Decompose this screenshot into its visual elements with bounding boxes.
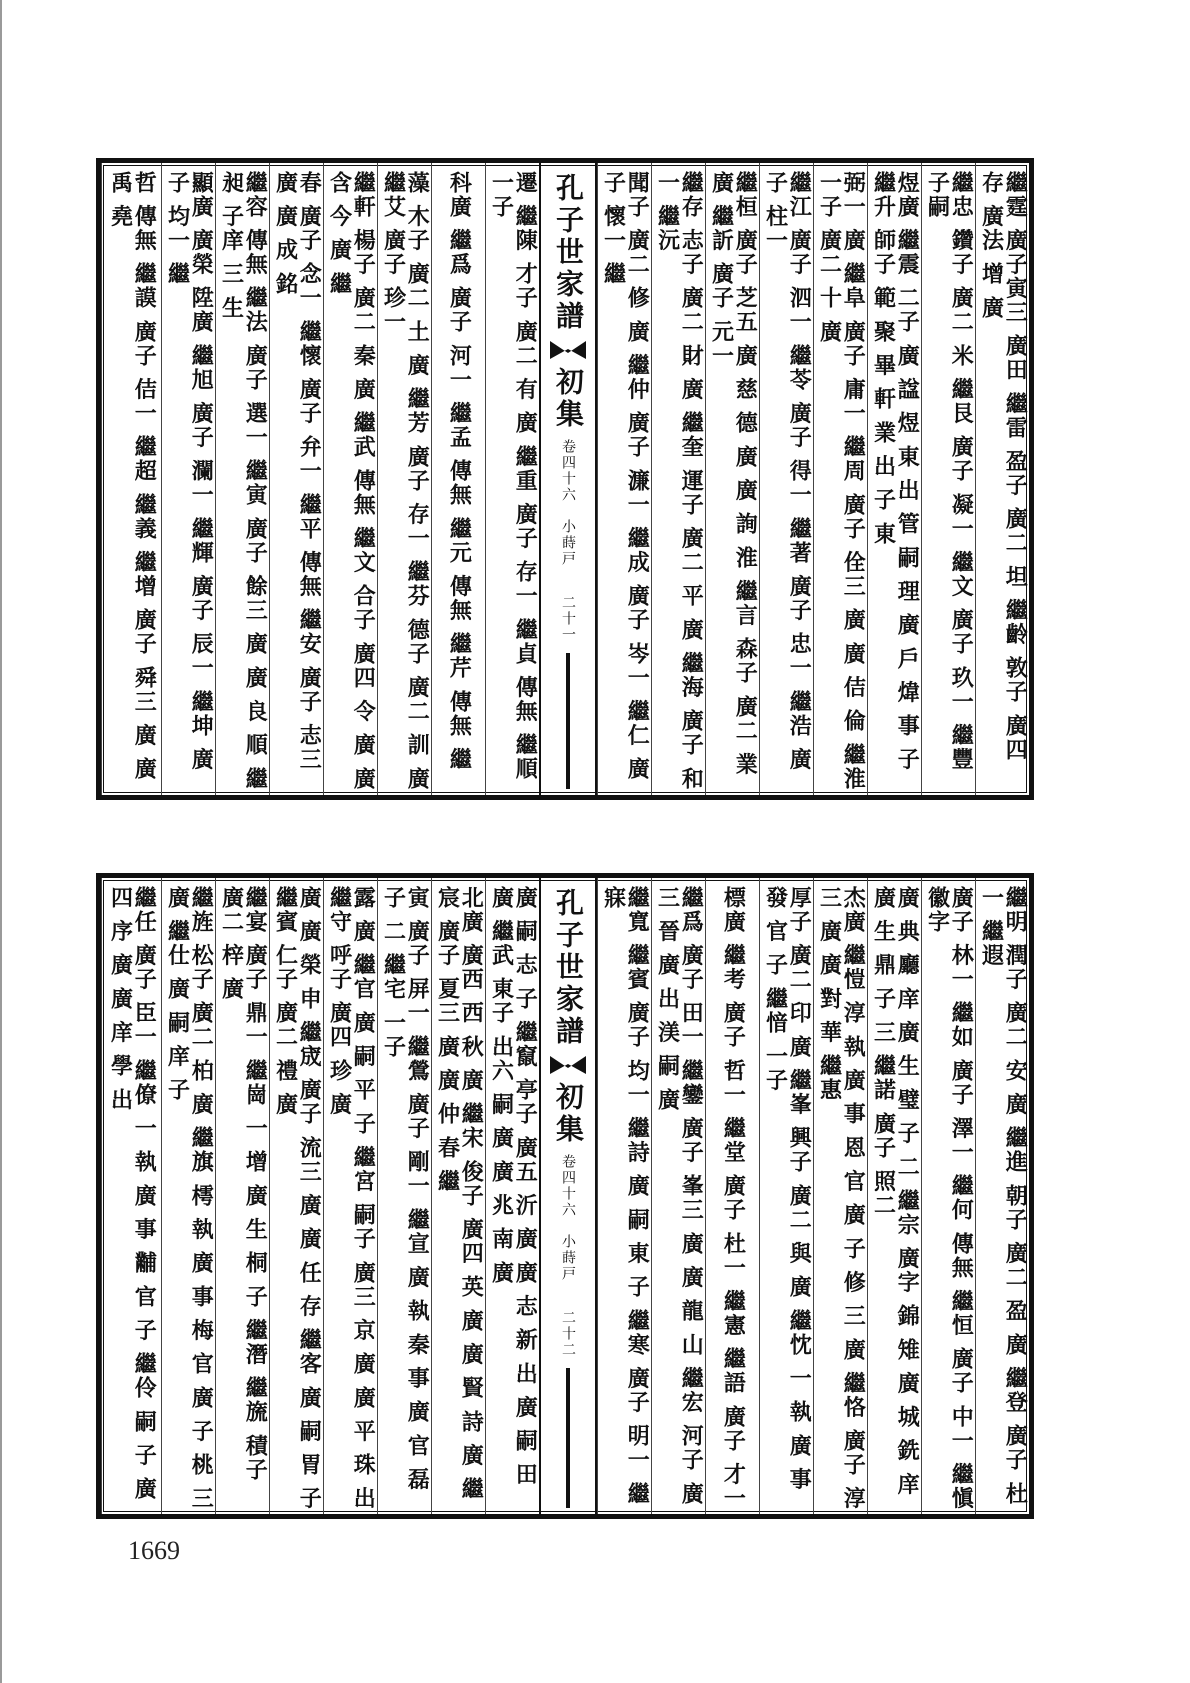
top-right-column-5: 繼江 廣子 泗一 繼苓 廣子 得一 繼著 廣子 忠一 繼浩 廣子 柱一	[759, 163, 813, 795]
top-right-column-3: 煜廣 繼震 二子 廣 諡 煜 東 出 管 嗣 理 廣 戶 煒 事 子 繼升 師子 範 聚 畢 軒 業 出 子 東	[867, 163, 921, 795]
bottom-right-column-7: 繼爲 廣子 田一 繼鑾 廣子 峯三 廣 廣 龍 山 繼宏 河子 廣三 晉 廣 出 渼 嗣 廣	[651, 878, 705, 1514]
bottom-left-column-7: 繼旌 松子 廣二 柏 廣 繼旗 樗 執 廣 事 梅 官 廣 子 桃 三 廣 繼仕 廣 嗣 庠 子	[161, 878, 215, 1514]
bottom-right-column-1: 繼明 潤子 廣二 安 廣 繼進 朝子 廣二 盈 廣 繼登 廣子 杜一 繼遐	[975, 878, 1029, 1514]
bottom-genealogy-spread	[96, 873, 1034, 1519]
book-title: 孔子世家譜	[552, 888, 585, 1048]
page-left-edge-line	[0, 0, 2, 1683]
bottom-right-column-6: 標廣 繼考 廣子 哲一 繼堂 廣子 杜一 繼憲 繼語 廣子 才一	[705, 878, 759, 1514]
top-right-column-7: 繼存 志子 廣二 財 廣 繼奎 運子 廣二 平 廣 繼海 廣子 和一 繼沅	[651, 163, 705, 795]
bottom-left-column-5: 廣 廣 榮 申 繼宬 廣子 流三 廣 廣 任 存 繼客 廣 嗣 胃 子 繼賓 仁子 廣二 禮 廣	[269, 878, 323, 1514]
section-label: 卷四十六 小蒔戸	[560, 1154, 576, 1282]
bottom-left-column-8: 繼任 廣子 臣一 繼僚 一 執 廣 事 黼 官 子 繼伶 嗣 子 廣 四 序 廣 廣 庠 學 出	[101, 878, 161, 1514]
center-rule	[566, 653, 570, 789]
bottom-left-column-2: 北廣 廣西 西 秋 廣 繼宋 俊子 廣四 英 廣 廣 賢 詩 廣 繼宸 廣子 夏三 廣 廣 仲 春 繼	[431, 878, 485, 1514]
bottom-left-column-3: 寅 廣子 屏一 繼鶯 廣子 剛一 繼宣 廣 執 秦 事 廣 官 磊 子 二 繼宅 一子	[377, 878, 431, 1514]
top-right-column-8: 聞子 廣二 修 廣 繼仲 廣子 濂一 繼成 廣子 岑一 繼仁 廣子 懷一 繼	[597, 163, 651, 795]
bottom-left-column-4: 露 廣 繼官 廣 嗣 平 子 繼宮 嗣子 廣三 京 廣 廣 平 珠 出 繼守 呼子 廣四 珍 廣	[323, 878, 377, 1514]
bottom-right-column-3: 廣 典 廳 庠 廣 生 璧 子 二 繼宗 廣字 錦 雉 廣 城 銑 庠 廣 生 鼎 子 三 繼諾 廣子 照二	[867, 878, 921, 1514]
bottom-left-column-1: 廣 嗣 志 子 繼竄 亭子 廣五 沂 廣 廣 志 新 出 廣 嗣 田 廣 繼武 東子 出六 嗣 廣 廣 兆 南 廣	[485, 878, 539, 1514]
top-right-column-6: 繼桓 廣子 芝五 廣 慈 德 廣 廣 詢 淮 繼言 森子 廣二 業 廣 繼訢 廣子 元一	[705, 163, 759, 795]
top-left-column-5: 春 廣子 念一 繼懷 廣子 弁一 繼平 傳無 繼安 廣子 志三 廣 廣 成 銘	[269, 163, 323, 795]
section-label: 卷四十六 小蒔戸	[560, 439, 576, 567]
top-right-column-2: 繼忠 鑽子 廣二 米 繼艮 廣子 凝一 繼文 廣子 玖一 繼豐 子嗣	[921, 163, 975, 795]
top-left-column-7: 顯廣 廣榮 陞廣 繼旭 廣子 瀾一 繼輝 廣子 辰一 繼坤 廣子 均一 繼	[161, 163, 215, 795]
folio-number: 二十二	[560, 1310, 576, 1358]
bottom-right-column-4: 杰廣 繼愷 淳 執 廣 事 恩 官 廣 子 修 三 廣 繼恪 廣子 淳三 廣 廣 對 華 繼惠	[813, 878, 867, 1514]
top-left-column-6: 繼容 傳無 繼法 廣子 選一 繼寅 廣子 餘三 廣 廣 良 順 繼昶 子庠 三 生	[215, 163, 269, 795]
center-rule	[566, 1368, 570, 1508]
bottom-right-column-5: 厚子 廣二 印 廣 繼峯 興子 廣二 與 廣 繼忱 一 執 廣 事 發 官 子 繼愔 一子	[759, 878, 813, 1514]
top-genealogy-spread	[96, 158, 1034, 800]
bottom-right-column-8: 繼寬 繼賓 廣子 均一 繼詩 廣 嗣 東 子 繼寒 廣子 明一 繼寐	[597, 878, 651, 1514]
page-number: 1669	[128, 1536, 180, 1565]
fish-tail-mark-icon	[548, 339, 588, 361]
bottom-center-title-column	[539, 878, 597, 1514]
top-left-column-3: 藻 木子 廣二 土 廣 繼芳 廣子 存一 繼芬 德子 廣二 訓 廣 繼艾 廣子 珍一	[377, 163, 431, 795]
bottom-left-column-6: 繼宴 廣子 鼎一 繼崗 一 增 廣 生 桐 子 繼潛 繼旒 積子 廣二 梓 廣	[215, 878, 269, 1514]
top-left-column-8: 哲 傳無 繼謨 廣子 佶一 繼超 繼義 繼增 廣子 舜三 廣 廣 禹 堯	[101, 163, 161, 795]
top-right-column-1: 繼霆 廣子寅三 廣田 繼雷 盈子 廣二 坦 繼齡 敦子 廣四 存 廣法 增 廣	[975, 163, 1029, 795]
volume-label: 初集	[552, 367, 585, 431]
book-title: 孔子世家譜	[552, 173, 585, 333]
volume-label: 初集	[552, 1082, 585, 1146]
folio-number: 二十一	[560, 595, 576, 643]
top-right-column-4: 弼一 廣 繼阜 廣子 庸一 繼周 廣子 佺三 廣 廣 佶 倫 繼淮 一子 廣二 十 廣	[813, 163, 867, 795]
top-left-column-1: 遷 繼陳 才子 廣二 有 廣 繼重 廣子 存一 繼貞 傳無 繼順 一子	[485, 163, 539, 795]
top-center-title-column	[539, 163, 597, 795]
top-left-column-2: 科廣 繼爲 廣子 河一 繼孟 傳無 繼元 傳無 繼芹 傳無 繼	[431, 163, 485, 795]
fish-tail-mark-icon	[548, 1054, 588, 1076]
bottom-right-column-2: 廣子 林一 繼如 廣子 澤一 繼何 傳無 繼恒 廣子 中一 繼愼 徽字	[921, 878, 975, 1514]
top-left-column-4: 繼軒 楊子 廣二 秦 廣 繼武 傳無 繼文 合子 廣四 令 廣 廣 含 今 廣 繼	[323, 163, 377, 795]
